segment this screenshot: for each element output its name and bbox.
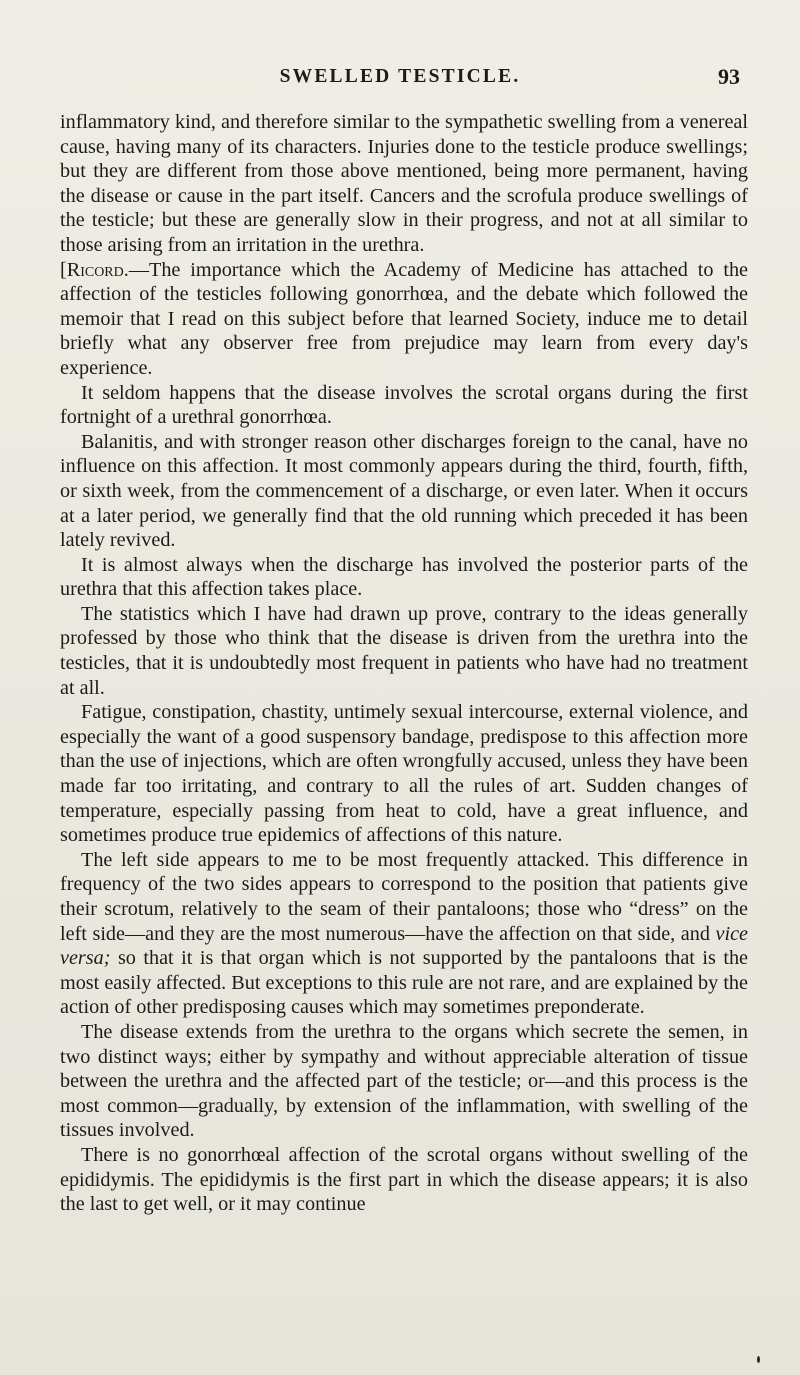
paragraph: It is almost always when the discharge has involved the posterior parts of the urethra that this affection takes place. <box>60 553 748 601</box>
opening-bracket: [ <box>60 258 67 281</box>
paragraph: Balanitis, and with stronger reason other discharges foreign to the canal, have no influence on this affection. It most commonly appears during the third, fourth, fifth, or sixth week, from the commencement of a discharge, or even later. When it occurs at a later period, we generally find that the old running which preceded it has been lately revived. <box>60 430 748 552</box>
paragraph: inflammatory kind, and therefore similar to the sympathetic swelling from a venereal cause, having many of its characters. Injuries done to the testicle produce swellings; but they are different from those above mentioned, being more permanent, having the disease or cause in the part itself. Cancers and the scrofula produce swellings of the testicle; but these are generally slow in their progress, and not at all similar to those arising from an irritation in the urethra. <box>60 111 748 256</box>
running-title: SWELLED TESTICLE. <box>279 66 521 87</box>
paragraph: There is no gonorrhœal affection of the scrotal organs without swelling of the epididymis. The epididymis is the first part in which the disease appears; it is also the last to get well, or it may continue <box>60 1143 748 1216</box>
italic-phrase: vice versa; <box>60 922 748 970</box>
running-head <box>0 62 800 92</box>
paragraph-ricord <box>60 258 748 381</box>
page-number: 93 <box>718 64 740 89</box>
body-text <box>60 110 748 1217</box>
paragraph: The statistics which I have had drawn up prove, contrary to the ideas generally professed by those who think that the disease is driven from the urethra into the testicles, that it is undoubtedly most frequent in patients who have had no treatment at all. <box>60 602 748 699</box>
page-speck <box>757 1356 760 1363</box>
author-name: Ricord. <box>66 258 129 281</box>
paragraph: Fatigue, constipation, chastity, untimely sexual intercourse, external violence, and especially the want of a good suspensory bandage, predispose to this affection more than the use of injections, which are often wrongfully accused, unless they have been made far too irritating, and contrary to all the rules of art. Sudden changes of temperature, especially passing from heat to cold, have a great influence, and sometimes produce true epidemics of affections of this nature. <box>60 701 748 847</box>
paragraph-text: —The importance which the Academy of Medicine has attached to the affection of the testicles following gonorrhœa, and the debate which followed the memoir that I read on this subject before that learned Society, induce me to detail briefly what any observer free from prejudice may learn from every day's experience. <box>60 258 748 379</box>
paragraph-text: The left side appears to me to be most frequently attacked. This difference in frequency of the two sides appears to correspond to the position that patients give their scrotum, relatively to the seam of their pantaloons; those who “dress” on the left side—and they are the most numerous—have the affection on that side, and <box>60 848 748 945</box>
paragraph-text: so that it is that organ which is not supported by the pantaloons that is the most easily affected. But exceptions to this rule are not rare, and are explained by the action of other predisposing causes which may sometimes preponderate. <box>60 947 748 1019</box>
paragraph: It seldom happens that the disease involves the scrotal organs during the first fortnight of a urethral gonorrhœa. <box>60 381 748 429</box>
paragraph <box>60 848 748 1020</box>
paragraph: The disease extends from the urethra to the organs which secrete the semen, in two distinct ways; either by sympathy and without appreciable alteration of tissue between the urethra and the affected part of the testicle; or—and this process is the most common—gradually, by extension of the inflammation, with swelling of the tissues involved. <box>60 1020 748 1142</box>
